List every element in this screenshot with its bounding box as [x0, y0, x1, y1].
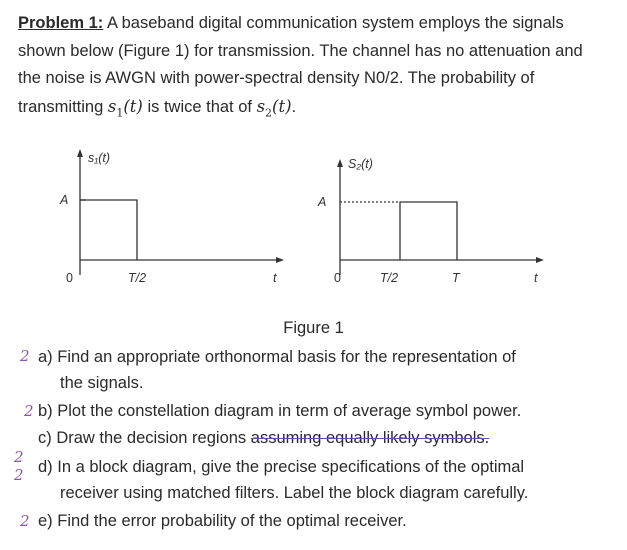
right-amp: A	[318, 195, 327, 209]
right-y-arrow	[337, 159, 343, 167]
signal-figure	[0, 140, 627, 300]
left-xhalf: T/2	[128, 271, 147, 285]
struck-text: assuming equally likely symbols.	[250, 429, 490, 447]
problem-mid: is twice that of	[142, 97, 257, 116]
s1-symbol: $s_1(t)$	[107, 96, 143, 119]
problem-statement: Problem 1: A baseband digital communication system employs the signals shown below (Figure 1) for transmission. The channel has no attenuation and the noise is AWGN with power-spectral density N0/2. The probability of transmitting $s_1(t)$ is twice that of $s_2(t)$.	[18, 14, 583, 119]
left-x0: 0	[66, 271, 73, 285]
question-a: a) Find an appropriate orthonormal basis for the representation of the signals.	[38, 348, 516, 392]
problem-intro: A baseband digital communication system employs the signals shown below (Figure 1) for transmission. The channel has no attenuation and the noise is AWGN with power-spectral density N0/2. The probability of transmitting	[18, 14, 583, 116]
left-x-arrow	[276, 257, 284, 263]
problem-title: Problem 1:	[18, 14, 104, 32]
handwritten-mark-e: 2	[20, 512, 30, 530]
left-amp: A	[60, 193, 69, 207]
s2-pulse	[400, 202, 457, 260]
left-xvar: t	[273, 271, 277, 285]
left-y-arrow	[77, 149, 83, 157]
question-c: c) Draw the decision regions assuming equally likely symbols.	[38, 429, 490, 447]
right-xT: T	[452, 271, 460, 285]
left-ylabel: s₁(t)	[88, 151, 110, 165]
handwritten-mark-b: 2	[24, 402, 34, 420]
question-b: b) Plot the constellation diagram in term of average symbol power.	[38, 402, 522, 420]
question-e: e) Find the error probability of the optimal receiver.	[38, 512, 407, 530]
right-xhalf: T/2	[380, 271, 399, 285]
figure-caption: Figure 1	[283, 319, 344, 337]
handwritten-mark-d2: 2	[14, 466, 24, 484]
handwritten-mark-d1: 2	[14, 448, 24, 466]
s1-pulse	[80, 200, 137, 260]
right-ylabel: S₂(t)	[348, 157, 373, 171]
right-xvar: t	[534, 271, 538, 285]
right-x-arrow	[536, 257, 544, 263]
right-x0: 0	[334, 271, 341, 285]
question-d: d) In a block diagram, give the precise specifications of the optimal receiver using matched filters. Label the block diagram carefully.	[38, 458, 529, 502]
handwritten-mark-a: 2	[20, 347, 30, 365]
s2-symbol: $s_2(t)$	[256, 96, 292, 119]
